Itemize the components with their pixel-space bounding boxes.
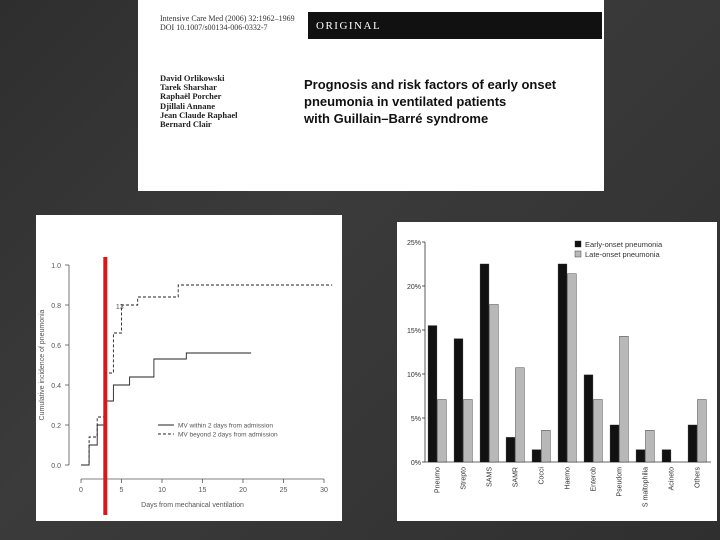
author-name: Djillali Annane [160,100,216,111]
y-axis-label: Cumulative incidence of pneumonia [39,309,46,421]
bar-late [542,430,551,462]
category-label: Pneumo [434,467,442,494]
category-label: Strepto [460,467,468,490]
author-name: David Orlikowski [160,73,225,83]
x-tick-label: 0 [79,487,83,494]
bar-early [480,264,489,462]
bar-late [516,368,525,462]
bar-early [636,450,645,462]
legend-label: MV within 2 days from admission [177,422,273,430]
pathogen-bar-chart [397,222,717,521]
category-label: Pseudom [616,467,624,497]
cumulative-incidence-figure [36,215,342,521]
journal-line-2: DOI 10.1007/s00134-006-0332-7 [160,23,268,32]
cumulative-incidence-chart [36,215,342,521]
category-label: Others [694,467,702,489]
title-line: with Guillain–Barré syndrome [304,111,489,126]
category-label: Enterob [590,467,598,492]
y-tick-label: 0% [410,460,421,467]
category-label: SAMS [486,467,494,487]
x-tick-label: 25 [279,487,288,494]
author-name: Raphaël Porcher [160,91,222,102]
bar-late [464,400,473,463]
y-tick-label: 0.2 [51,423,61,430]
author-list [160,74,237,129]
category-label: SAMR [512,467,520,488]
x-tick-label: 10 [158,487,166,494]
y-tick-label: 15% [406,328,421,335]
y-tick-label: 20% [406,284,421,291]
x-axis-label: Days from mechanical ventilation [141,502,244,509]
author-name: Bernard Clair [160,119,212,130]
y-tick-label: 0.0 [51,463,61,470]
x-tick-label: 20 [239,487,247,494]
y-tick-label: 1.0 [51,263,61,270]
category-label: S maltophilia [642,467,650,508]
x-tick-label: 5 [119,487,124,494]
pathogen-bar-figure [397,222,717,521]
legend-swatch [575,251,581,257]
bar-early [558,264,567,462]
journal-line-1: Intensive Care Med (2006) 32:1962–1969 [160,14,295,23]
bar-late [438,400,447,463]
y-tick-label: 0.6 [51,343,61,350]
y-tick-label: 10% [406,372,421,379]
bar-early [454,339,463,462]
legend-swatch [575,241,581,247]
bar-late [698,400,707,463]
legend-label: Early-onset pneumonia [585,240,663,249]
category-label: Haemo [564,467,572,490]
y-tick-label: 0.4 [51,383,61,390]
bar-early [584,375,593,462]
bar-early [532,450,541,462]
bar-early [428,326,437,462]
curve-annotation: 13 [115,304,124,311]
bar-early [688,425,697,462]
y-tick-label: 0.8 [51,303,61,310]
journal-citation [160,14,295,32]
category-label: Cocci [538,467,546,485]
author-name: Tarek Sharshar [160,82,217,93]
bar-early [662,450,671,462]
legend-label: MV beyond 2 days from admission [177,431,278,439]
x-tick-label: 30 [320,487,328,494]
section-banner [308,12,602,39]
section-label: ORIGINAL [316,20,382,32]
paper-title [304,76,594,127]
bar-late [594,400,603,463]
bar-late [646,430,655,462]
bar-early [506,437,515,462]
title-line: Prognosis and risk factors of early onset [304,77,557,92]
author-name: Jean Claude Raphael [160,109,238,120]
title-line: pneumonia in ventilated patients [304,94,507,109]
bar-early [610,425,619,462]
paper-header-panel [138,0,604,191]
category-label: Acineto [668,467,676,491]
y-tick-label: 5% [410,416,421,423]
legend-label: Late-onset pneumonia [585,250,660,259]
bar-late [568,274,577,462]
x-tick-label: 15 [198,487,207,494]
y-tick-label: 25% [406,240,421,247]
bar-late [490,305,499,463]
bar-late [620,336,629,462]
